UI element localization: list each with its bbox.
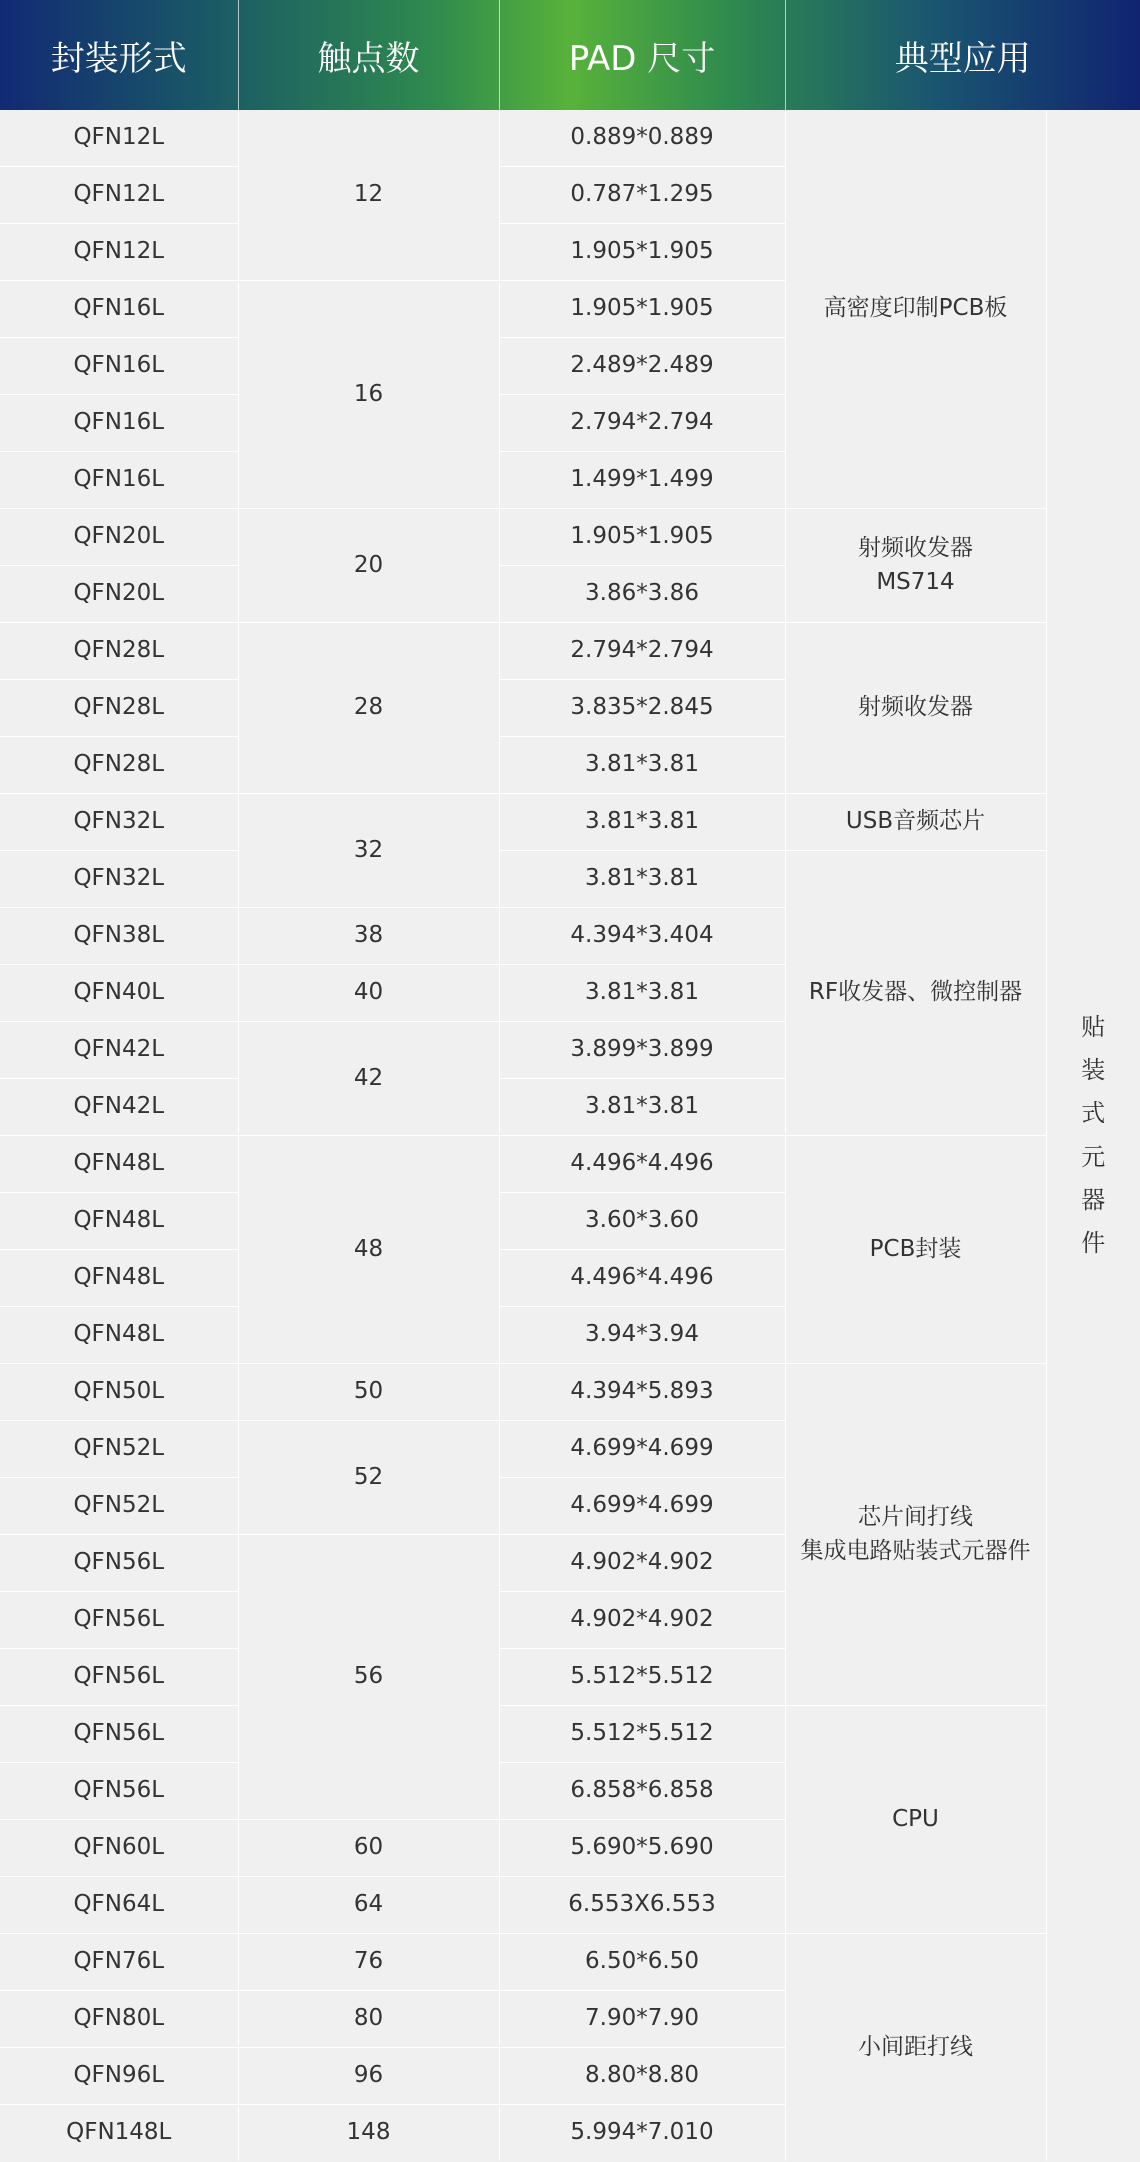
package-type-cell: QFN28L: [0, 680, 238, 737]
pad-size-cell: 2.794*2.794: [499, 395, 785, 452]
contact-count-cell: 148: [238, 2105, 499, 2162]
pad-size-cell: 0.889*0.889: [499, 110, 785, 167]
package-type-cell: QFN32L: [0, 794, 238, 851]
pad-size-cell: 6.858*6.858: [499, 1763, 785, 1820]
pad-size-cell: 3.81*3.81: [499, 794, 785, 851]
pad-size-cell: 1.905*1.905: [499, 224, 785, 281]
contact-count-cell: 20: [238, 509, 499, 623]
contact-count-cell: 60: [238, 1820, 499, 1877]
table-body: [0, 110, 1140, 2161]
table-row: [0, 1136, 1140, 1193]
package-type-cell: QFN48L: [0, 1193, 238, 1250]
application-line: 小间距打线: [858, 2033, 973, 2060]
contact-count-cell: 32: [238, 794, 499, 908]
contact-count-cell: 96: [238, 2048, 499, 2105]
pad-size-cell: 3.81*3.81: [499, 1079, 785, 1136]
contact-count-cell: 42: [238, 1022, 499, 1136]
contact-count-cell: 16: [238, 281, 499, 509]
pad-size-cell: 5.690*5.690: [499, 1820, 785, 1877]
package-type-cell: QFN32L: [0, 851, 238, 908]
pad-size-cell: 3.60*3.60: [499, 1193, 785, 1250]
typical-application-cell: [785, 851, 1046, 1136]
table-row: [0, 794, 1140, 851]
package-type-cell: QFN48L: [0, 1136, 238, 1193]
package-type-cell: QFN56L: [0, 1763, 238, 1820]
contact-count-cell: 52: [238, 1421, 499, 1535]
pad-size-cell: 5.512*5.512: [499, 1706, 785, 1763]
table-row: [0, 623, 1140, 680]
contact-count-cell: 64: [238, 1877, 499, 1934]
contact-count-cell: 56: [238, 1535, 499, 1820]
package-type-cell: QFN12L: [0, 110, 238, 167]
pad-size-cell: 6.553X6.553: [499, 1877, 785, 1934]
package-type-cell: QFN96L: [0, 2048, 238, 2105]
package-type-cell: QFN64L: [0, 1877, 238, 1934]
pad-size-cell: 2.489*2.489: [499, 338, 785, 395]
pad-size-cell: 8.80*8.80: [499, 2048, 785, 2105]
pad-size-cell: 4.902*4.902: [499, 1535, 785, 1592]
contact-count-cell: 40: [238, 965, 499, 1022]
contact-count-cell: 38: [238, 908, 499, 965]
application-line: USB音频芯片: [845, 808, 986, 835]
category-cell: [1046, 110, 1140, 2161]
package-type-cell: QFN52L: [0, 1421, 238, 1478]
pad-size-cell: 3.81*3.81: [499, 965, 785, 1022]
typical-application-cell: [785, 1706, 1046, 1934]
header-pad-size: PAD 尺寸: [499, 0, 785, 110]
pad-size-cell: 0.787*1.295: [499, 167, 785, 224]
application-line: PCB封装: [869, 1235, 962, 1262]
pad-size-cell: 2.794*2.794: [499, 623, 785, 680]
contact-count-cell: 28: [238, 623, 499, 794]
pad-size-cell: 3.86*3.86: [499, 566, 785, 623]
package-type-cell: QFN148L: [0, 2105, 238, 2162]
pad-size-cell: 1.905*1.905: [499, 281, 785, 338]
application-line: MS714: [876, 568, 955, 595]
package-type-cell: QFN56L: [0, 1535, 238, 1592]
package-type-cell: QFN12L: [0, 167, 238, 224]
typical-application-cell: [785, 794, 1046, 851]
package-type-cell: QFN80L: [0, 1991, 238, 2048]
category-label: 贴装式元器件: [1081, 1012, 1106, 1257]
application-line: 射频收发器: [858, 694, 973, 721]
pad-size-cell: 4.394*3.404: [499, 908, 785, 965]
package-type-cell: QFN50L: [0, 1364, 238, 1421]
table-row: [0, 1706, 1140, 1763]
table-row: [0, 509, 1140, 566]
package-type-cell: QFN76L: [0, 1934, 238, 1991]
application-line: RF收发器、微控制器: [808, 979, 1023, 1006]
pad-size-cell: 4.699*4.699: [499, 1421, 785, 1478]
pad-size-cell: 4.902*4.902: [499, 1592, 785, 1649]
package-type-cell: QFN60L: [0, 1820, 238, 1877]
package-type-cell: QFN20L: [0, 566, 238, 623]
pad-size-cell: 4.496*4.496: [499, 1136, 785, 1193]
table-row: [0, 1934, 1140, 1991]
typical-application-cell: [785, 1136, 1046, 1364]
header-contact-count: 触点数: [238, 0, 499, 110]
contact-count-cell: 12: [238, 110, 499, 281]
package-type-cell: QFN48L: [0, 1250, 238, 1307]
package-type-cell: QFN16L: [0, 452, 238, 509]
package-type-cell: QFN38L: [0, 908, 238, 965]
application-line: CPU: [892, 1805, 939, 1832]
contact-count-cell: 80: [238, 1991, 499, 2048]
contact-count-cell: 76: [238, 1934, 499, 1991]
package-type-cell: QFN40L: [0, 965, 238, 1022]
pad-size-cell: 3.899*3.899: [499, 1022, 785, 1079]
package-type-cell: QFN42L: [0, 1079, 238, 1136]
header-typical-application: 典型应用: [894, 38, 1031, 79]
package-type-cell: QFN52L: [0, 1478, 238, 1535]
pad-size-cell: 1.905*1.905: [499, 509, 785, 566]
package-type-cell: QFN56L: [0, 1649, 238, 1706]
application-line: 高密度印制PCB板: [823, 295, 1008, 322]
typical-application-cell: [785, 110, 1046, 509]
application-line: 射频收发器: [858, 535, 973, 562]
header-row: [0, 0, 1140, 110]
pad-size-cell: 4.699*4.699: [499, 1478, 785, 1535]
pad-size-cell: 5.994*7.010: [499, 2105, 785, 2162]
pad-size-cell: 3.81*3.81: [499, 737, 785, 794]
typical-application-cell: [785, 1364, 1046, 1706]
package-type-cell: QFN12L: [0, 224, 238, 281]
package-type-cell: QFN20L: [0, 509, 238, 566]
table-header: [0, 0, 1140, 110]
application-line: 芯片间打线: [858, 1504, 973, 1531]
contact-count-cell: 48: [238, 1136, 499, 1364]
application-line: 集成电路贴装式元器件: [800, 1537, 1031, 1564]
package-type-cell: QFN16L: [0, 338, 238, 395]
typical-application-cell: [785, 1934, 1046, 2162]
contact-count-cell: 50: [238, 1364, 499, 1421]
pad-size-cell: 4.394*5.893: [499, 1364, 785, 1421]
package-type-cell: QFN16L: [0, 395, 238, 452]
header-package-type: 封装形式: [0, 0, 238, 110]
package-type-cell: QFN56L: [0, 1592, 238, 1649]
package-type-cell: QFN56L: [0, 1706, 238, 1763]
package-type-cell: QFN16L: [0, 281, 238, 338]
pad-size-cell: 3.835*2.845: [499, 680, 785, 737]
pad-size-cell: 5.512*5.512: [499, 1649, 785, 1706]
table-row: [0, 1364, 1140, 1421]
typical-application-cell: [785, 623, 1046, 794]
package-type-cell: QFN48L: [0, 1307, 238, 1364]
typical-application-cell: [785, 509, 1046, 623]
pad-size-cell: 4.496*4.496: [499, 1250, 785, 1307]
pad-size-cell: 6.50*6.50: [499, 1934, 785, 1991]
pad-size-cell: 3.81*3.81: [499, 851, 785, 908]
pad-size-cell: 3.94*3.94: [499, 1307, 785, 1364]
package-type-cell: QFN28L: [0, 623, 238, 680]
pad-size-cell: 1.499*1.499: [499, 452, 785, 509]
table-row: [0, 851, 1140, 908]
package-type-cell: QFN28L: [0, 737, 238, 794]
package-type-cell: QFN42L: [0, 1022, 238, 1079]
pad-size-cell: 7.90*7.90: [499, 1991, 785, 2048]
table-row: [0, 110, 1140, 167]
